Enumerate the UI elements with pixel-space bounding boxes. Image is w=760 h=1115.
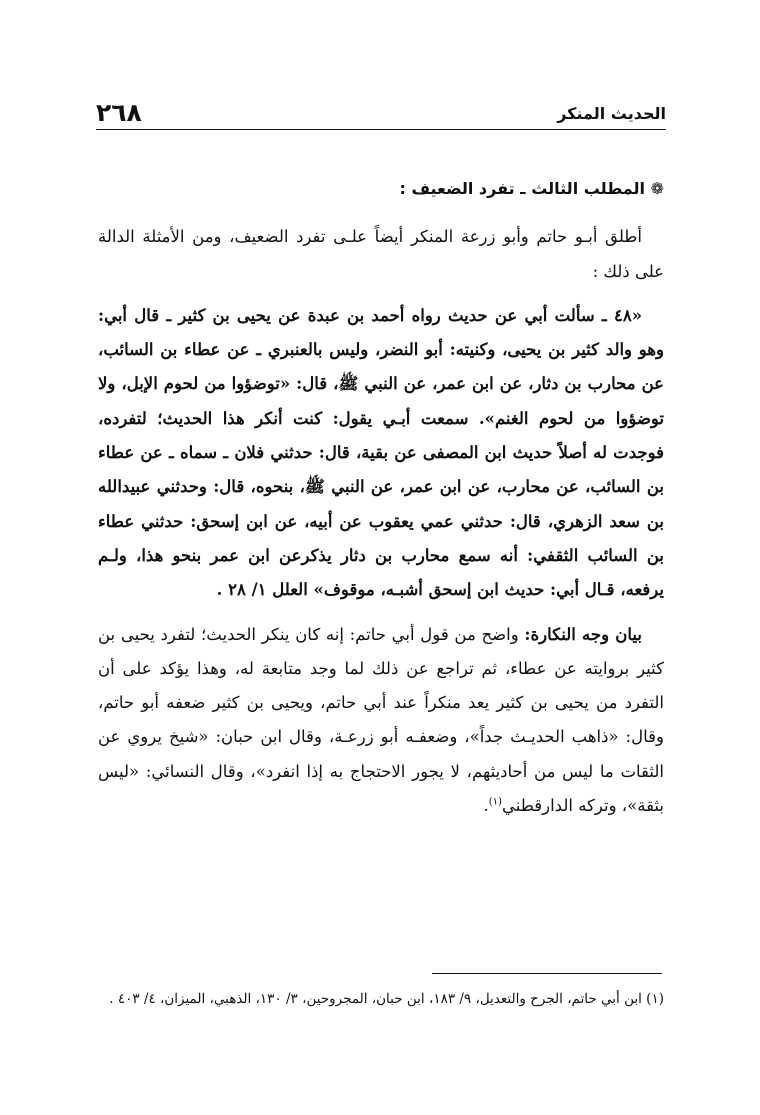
example-paragraph: «٤٨ ـ سألت أبي عن حديث رواه أحمد بن عبدة عن يحيى بن كثير ـ قال أبي: وهو والد كثير بن يحيى، وكنيته: أبو النضر، وليس بالعنبري ـ عن عطاء بن السائب، عن محارب بن دثار، عن ابن عمر، عن النبي ﷺ، قال: «توضؤوا من لحوم الإبل، ولا توضؤوا من لحوم الغنم». سمعت أبـي يقول: كنت أنكر هذا الحديث؛ لتفرده، فوجدت له أصلاً حديث ابن المصفى عن بقية، قال: حدثني فلان ـ سماه ـ عن عطاء بن السائب، عن محارب، عن ابن عمر، عن النبي ﷺ، بنحوه، قال: وحدثني عبيدالله بن سعد الزهري، قال: حدثني عمي يعقوب عن أبيه، عن ابن إسحق: حدثني عطاء بن السائب الثقفي: أنه سمع محارب بن دثار يذكرعن ابن عمر بنحو هذا، ولـم يرفعه، قـال أبي: حديث ابن إسحق أشبـه، موقوف» العلل ١/ ٢٨ . (98, 305, 664, 600)
footnote (98, 986, 664, 1013)
analysis-paragraph (98, 618, 664, 824)
page-body (98, 172, 664, 823)
page-number: ٢٦٨ (96, 98, 142, 127)
analysis-label: بيان وجه النكارة: (524, 624, 642, 644)
section-heading: ❁ المطلب الثالث ـ تفرد الضعيف : (399, 179, 664, 198)
intro-paragraph: أطلق أبـو حاتم وأبو زرعة المنكر أيضاً علـى تفرد الضعيف، ومن الأمثلة الدالة على ذلك : (98, 227, 664, 281)
footnote-text: (١) ابن أبي حاتم، الجرح والتعديل، ٩/ ١٨٣، ابن حبان، المجروحين، ٣/ ١٣٠، الذهبي، الميزان، ٤/ ٤٠٣ . (109, 991, 664, 1007)
running-title: الحديث المنكر (557, 104, 666, 123)
footnote-divider (432, 973, 662, 974)
footnote-reference: (١) (488, 796, 502, 808)
analysis-text: واضح من قول أبي حاتم: إنه كان ينكر الحديث؛ لتفرد يحيى بن كثير بروايته عن عطاء، ثم تراجع عن ذلك لما وجد متابعة له، وهذا يؤكد على أن التفرد من يحيى بن كثير يعد منكراً عند أبي حاتم، ويحيى بن كثير ضعفه أبو حاتم، وقال: «ذاهب الحديـث جداً»، وضعفـه أبو زرعـة، وقال ابن حبان: «شيخ يروي عن الثقات ما ليس من أحاديثهم، لا يجور الاحتجاج به إذا انفرد»، وقال النسائي: «ليس بثقة»، وتركه الدارقطني (98, 624, 664, 816)
analysis-end: . (483, 796, 489, 816)
page-header (96, 86, 666, 130)
